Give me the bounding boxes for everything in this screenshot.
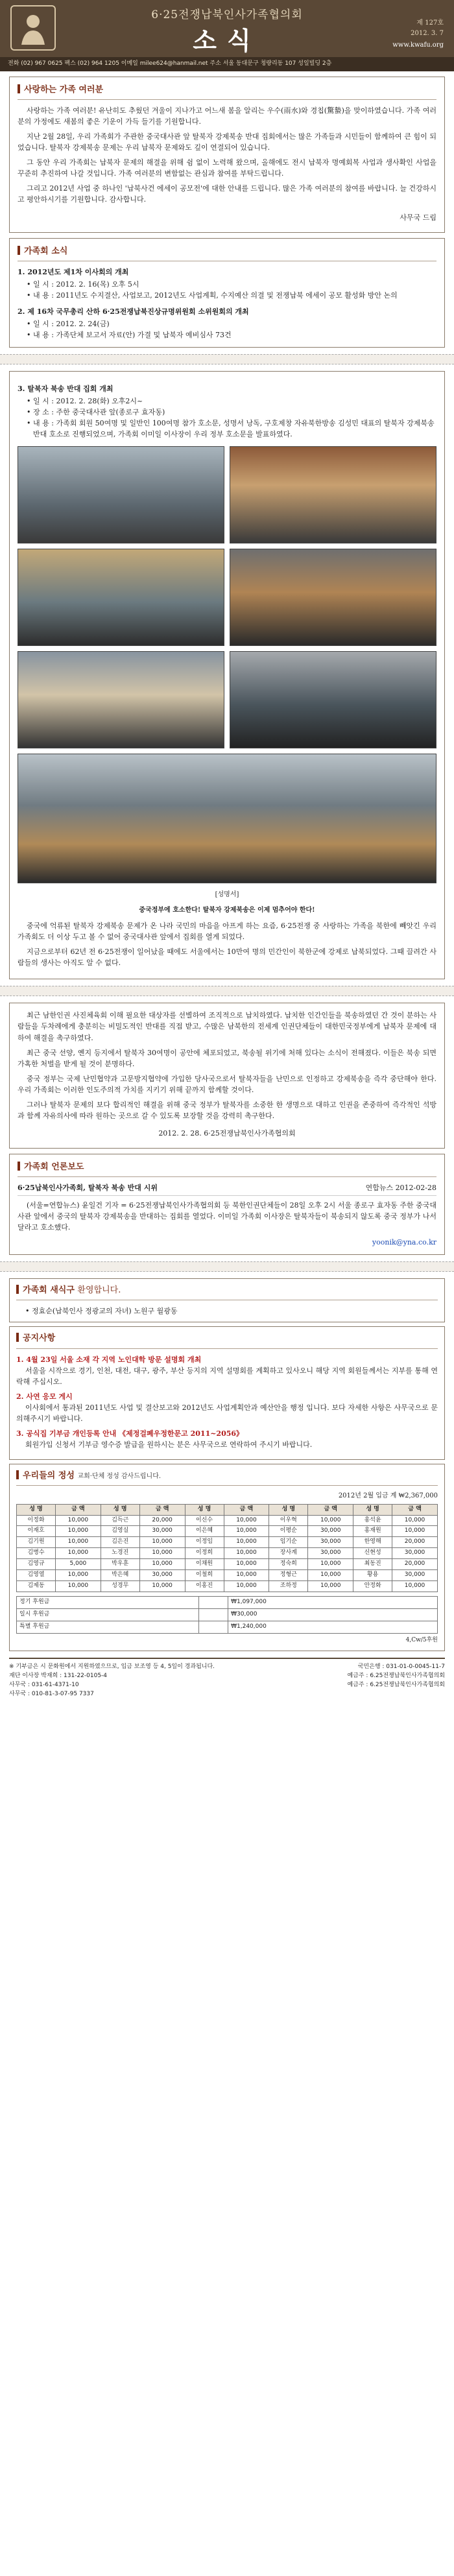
table-header: 금 액: [308, 1504, 353, 1515]
table-cell: 이정임: [185, 1537, 224, 1548]
table-row: [17, 1570, 438, 1581]
table-header: 성 명: [101, 1504, 139, 1515]
table-cell: 이홍진: [185, 1581, 224, 1592]
rally-photo: [230, 651, 436, 748]
table-cell: 이은혜: [185, 1526, 224, 1537]
table-cell: 이재호: [17, 1526, 56, 1537]
table-cell: 10,000: [308, 1515, 353, 1526]
rally-photo: [18, 651, 224, 748]
table-row: [17, 1559, 438, 1570]
section-donations: [9, 1464, 445, 1651]
table-cell: 이우혁: [269, 1515, 308, 1526]
table-cell: 이정화: [17, 1515, 56, 1526]
table-cell: 이채원: [185, 1559, 224, 1570]
article-title: 6·25납북인사가족회, 탈북자 북송 반대 시위: [18, 1184, 158, 1193]
table-cell: 10,000: [224, 1581, 269, 1592]
website[interactable]: www.kwafu.org: [392, 42, 444, 49]
table-header: 성 명: [269, 1504, 308, 1515]
summary-row: [17, 1609, 438, 1621]
table-cell: 10,000: [55, 1548, 101, 1559]
table-header: 금 액: [55, 1504, 101, 1515]
issue-date: 2012. 3. 7: [411, 29, 444, 37]
table-cell: 10,000: [55, 1526, 101, 1537]
table-cell: 김득근: [101, 1515, 139, 1526]
table-cell: 김영열: [17, 1570, 56, 1581]
table-cell: 30,000: [308, 1537, 353, 1548]
summary-cell: ₩1,097,000: [228, 1597, 438, 1609]
footer-line: 사무국 : 031-61-4371-10: [9, 1681, 79, 1688]
section-notices: [9, 1326, 445, 1460]
section-rally: [9, 371, 445, 979]
paragraph: 지난 2월 28일, 우리 가족회가 주관한 중국대사관 앞 탈북자 강제북송 반대 집회에서는 많은 가족들과 시민들이 함께하여 큰 힘이 되었습니다. 탈북자 강제북송 문제는 우리 납북자 문제와도 깊이 연결되어 있습니다.: [18, 132, 436, 152]
contact-bar: 전화 (02) 967 0625 팩스 (02) 964 1205 이메일 milee624@hanmail.net 주소 서울 동대문구 청량리동 107 성일빌딩 2층: [0, 57, 454, 71]
table-row: [17, 1548, 438, 1559]
notice-item: 1. 4월 23일 서울 소재 각 지역 노인대학 방문 설명회 개최 서울을 시작으로 경기, 인천, 대전, 대구, 광주, 부산 등지의 지역 설명회를 계획하고 있사오니 해당 지역 회원들께서는 지부를 통해 연락해 주십시오.: [16, 1355, 438, 1386]
table-cell: 김제동: [17, 1581, 56, 1592]
table-cell: 이평순: [269, 1526, 308, 1537]
table-cell: 박우훈: [101, 1559, 139, 1570]
table-row: [17, 1537, 438, 1548]
table-cell: 30,000: [139, 1526, 185, 1537]
table-cell: 10,000: [392, 1515, 438, 1526]
signature: 2012. 2. 28. 6·25전쟁납북인사가족협의회: [158, 1128, 296, 1138]
table-cell: 20,000: [392, 1559, 438, 1570]
table-cell: 10,000: [392, 1526, 438, 1537]
section-title: 공지사항: [16, 1332, 438, 1348]
table-cell: 10,000: [139, 1537, 185, 1548]
paragraph: 사랑하는 가족 여러분! 유난히도 추웠던 겨울이 지나가고 어느새 봄을 알리는 우수(雨水)와 경칩(驚蟄)을 맞이하였습니다. 가족 여러분의 가정에도 새봄의 좋은 기운이 가득 들기를 기원합니다.: [18, 106, 436, 126]
table-cell: 김병수: [17, 1548, 56, 1559]
signature: 사무국 드림: [400, 213, 436, 222]
rally-photo: [18, 549, 224, 646]
newsletter-title: 소식: [193, 26, 261, 55]
table-cell: 10,000: [308, 1559, 353, 1570]
table-cell: 10,000: [55, 1515, 101, 1526]
table-cell: 장사계: [269, 1548, 308, 1559]
footer-line: 사무국 : 010-81-3-07-95 7337: [9, 1690, 94, 1697]
table-cell: 30,000: [139, 1570, 185, 1581]
section-greeting: [9, 77, 445, 233]
table-header: 성 명: [185, 1504, 224, 1515]
section-title: 우리들의 정성 교회·단체 정성 감사드립니다.: [16, 1470, 438, 1486]
paragraph: 최근 남한인권 사진체육회 이해 필요한 대상자를 선별하여 조직적으로 납치하였다. 납치한 인간인들을 북송하였던 간 것이 분하는 사람들을 두차례에게 충분히는 비밀도적인 반대를 직접 받고, 수많은 남북한의 전세계 인권단체들이 대한민국정부에게 납북자 문제에 대하여 해결을 촉구하였다.: [18, 1011, 436, 1042]
table-cell: 10,000: [55, 1570, 101, 1581]
table-cell: 황용: [353, 1570, 392, 1581]
footer-right: [347, 1663, 445, 1699]
table-cell: 10,000: [224, 1526, 269, 1537]
summary-cell: 정기 후원금: [17, 1597, 199, 1609]
table-header: 금 액: [224, 1504, 269, 1515]
article-body: (서울=연합뉴스) 윤일건 기자 = 6·25전쟁납북인사가족협의회 등 북한인권단체들이 28일 오후 2시 서울 종로구 효자동 주한 중국대사관 앞에서 중국의 탈북자 강제북송을 반대하는 집회를 열었다. 이미일 가족회 이사장은 탈북자들이 북송되지 않도록 중국 정부가 나서 달라고 호소했다.: [18, 1201, 436, 1232]
table-cell: 홍석윤: [353, 1515, 392, 1526]
section-press: [9, 1154, 445, 1255]
newsletter-header: [0, 0, 454, 71]
table-cell: 10,000: [308, 1581, 353, 1592]
table-cell: 김영실: [101, 1526, 139, 1537]
table-cell: 정숙희: [269, 1559, 308, 1570]
page-divider: [0, 986, 454, 996]
section-title: 가족회 언론보도: [18, 1161, 436, 1177]
table-cell: 노경진: [101, 1548, 139, 1559]
paragraph: 그 동안 우리 가족회는 납북자 문제의 해결을 위해 쉼 없이 노력해 왔으며, 올해에도 전시 납북자 명예회복 사업과 생사확인 사업을 꾸준히 추진하여 나갈 것입니다. 가족 여러분의 변함없는 관심과 참여를 부탁드립니다.: [18, 158, 436, 178]
footer-line: 예금주 : 6.25전쟁납북인사가족협의회: [347, 1681, 445, 1688]
table-cell: 10,000: [224, 1515, 269, 1526]
table-cell: 박은혜: [101, 1570, 139, 1581]
footer-left: [9, 1663, 215, 1699]
table-cell: 10,000: [224, 1548, 269, 1559]
paragraph: 그러나 탈북자 문제의 보다 합리적인 해결을 위해 중국 정부가 탈북자를 소중한 한 생명으로 대하고 인권을 존중하여 즉각적인 석방과 함께 자유의사에 따라 원하는 곳으로 갈 수 있도록 보장할 것을 강력히 촉구한다.: [18, 1100, 436, 1120]
summary-cell: 일시 후원금: [17, 1609, 199, 1621]
summary-cell: [198, 1609, 228, 1621]
donation-total: 2012년 2월 입금 계 ₩2,367,000: [338, 1492, 438, 1500]
table-cell: 이정희: [185, 1548, 224, 1559]
news-item: 2. 제 16차 국무총리 산하 6·25전쟁납북진상규명위원회 소위원회의 개최 • 일 시 : 2012. 2. 24(금) • 내 용 : 가족단체 보고서 자료(안) 가결 및 납북자 예비심사 73건: [18, 306, 436, 340]
table-row: [17, 1515, 438, 1526]
org-name: 6·25전쟁납북인사가족협의회: [151, 8, 303, 21]
summary-row: [17, 1597, 438, 1609]
summary-cell: ₩30,000: [228, 1609, 438, 1621]
table-cell: 10,000: [392, 1581, 438, 1592]
rally-photo: [18, 446, 224, 543]
footer-line: 예금주 : 6.25전쟁납북인사가족협의회: [347, 1672, 445, 1679]
notice-item: 2. 사연 응모 게시 이사회에서 통과된 2011년도 사업 및 결산보고와 2012년도 사업계획안과 예산안을 행정 입니다. 보다 자세한 사항은 사무국으로 문의해주시기 바랍니다.: [16, 1392, 438, 1423]
section-title: 가족회 새식구 환영합니다.: [16, 1284, 438, 1300]
table-cell: 김영규: [17, 1559, 56, 1570]
footer-line: 국민은행 : 031-01-0-0045-11-7: [357, 1663, 445, 1670]
table-cell: 김기원: [17, 1537, 56, 1548]
page-divider: [0, 1261, 454, 1272]
table-cell: 임기순: [269, 1537, 308, 1548]
table-cell: 안정화: [353, 1581, 392, 1592]
table-cell: 30,000: [392, 1548, 438, 1559]
section-family-news: [9, 238, 445, 348]
section-welcome: 가족회 새식구 환영합니다. • 정효순(납북인사 정광교의 자녀) 노원구 월광동: [9, 1278, 445, 1322]
paragraph: 중국 정부는 국제 난민협약과 고문방지협약에 가입한 당사국으로서 탈북자들을 난민으로 인정하고 강제북송을 즉각 중단해야 한다. 우리 가족회는 이러한 인도주의적 가치를 지키기 위해 끝까지 함께할 것이다.: [18, 1074, 436, 1094]
table-cell: 20,000: [139, 1515, 185, 1526]
table-cell: 30,000: [392, 1570, 438, 1581]
table-cell: 한영해: [353, 1537, 392, 1548]
table-cell: 이철희: [185, 1570, 224, 1581]
rally-photo: [230, 446, 436, 543]
table-cell: 10,000: [308, 1570, 353, 1581]
table-header: 성 명: [353, 1504, 392, 1515]
table-cell: 10,000: [55, 1537, 101, 1548]
section-title: 가족회 소식: [18, 245, 436, 261]
table-row: [17, 1581, 438, 1592]
table-cell: 정형근: [269, 1570, 308, 1581]
table-cell: 조하정: [269, 1581, 308, 1592]
article-link[interactable]: yoonik@yna.co.kr: [372, 1238, 436, 1247]
table-cell: 홍재원: [353, 1526, 392, 1537]
table-header: 금 액: [392, 1504, 438, 1515]
donation-summary: [16, 1596, 438, 1634]
photo-note: 중국정부에 호소한다! 탈북자 강제북송은 이제 멈추어야 한다!: [139, 906, 315, 914]
page-divider: [0, 354, 454, 364]
rally-photo: [230, 549, 436, 646]
table-cell: 30,000: [308, 1526, 353, 1537]
table-cell: 5,000: [55, 1559, 101, 1570]
news-item: 3. 탈북자 북송 반대 집회 개최 • 일 시 : 2012. 2. 28(화) 오후2시~ • 장 소 : 주한 중국대사관 앞(종로구 효자동) • 내 용 : 가족회 회원 50여명 및 일반인 100여명 참가 호소문, 성명서 낭독, 구호제창 자유북한방송 김성민 대표의 탈북자 강제북송 반대 호소로 진행되었으며, 가족회 이미일 이사장이 우리 정부 호소문을 발표하였다.: [18, 383, 436, 440]
footer: [9, 1658, 445, 1699]
table-cell: 10,000: [55, 1581, 101, 1592]
table-cell: 10,000: [224, 1537, 269, 1548]
table-cell: 10,000: [224, 1570, 269, 1581]
section-title: 사랑하는 가족 여러분: [18, 84, 436, 100]
paragraph: 중국에 억류된 탈북자 강제북송 문제가 온 나라 국민의 마음을 아프게 하는 요즘, 6·25전쟁 중 사랑하는 가족을 북한에 빼앗긴 우리 가족회도 더 이상 두고 볼 수 없어 중국대사관 앞에서 집회를 열게 되었다.: [18, 922, 436, 942]
photo-caption: [성명서]: [215, 891, 239, 899]
summary-cell: 특별 후원금: [17, 1621, 199, 1633]
summary-note: 4,Cw/5후원: [405, 1636, 438, 1643]
summary-cell: ₩1,240,000: [228, 1621, 438, 1633]
table-header: 금 액: [139, 1504, 185, 1515]
table-header: 성 명: [17, 1504, 56, 1515]
paragraph: 그리고 2012년 사업 중 하나인 '납북사건 에세이 공모전'에 대한 안내를 드립니다. 많은 가족 여러분의 참여를 바랍니다. 늘 건강하시고 평안하시기를 기원합니다. 감사합니다.: [18, 184, 436, 204]
section-statement: [9, 1003, 445, 1148]
footer-line: ※ 기부금은 시 문화원에서 지원하였으므로, 입금 보조영 등 4, 5일이 경과됩니다.: [9, 1663, 215, 1670]
paragraph: 지금으로부터 62년 전 6·25전쟁이 일어났을 때에도 서울에서는 10만여 명의 민간인이 북한군에 강제로 납북되었다. 그때 끌려간 사람들의 생사는 아직도 알 수 없다.: [18, 948, 436, 968]
table-row: [17, 1526, 438, 1537]
table-cell: 김은진: [101, 1537, 139, 1548]
table-cell: 최동진: [353, 1559, 392, 1570]
paragraph: 최근 중국 선양, 옌지 등지에서 탈북자 30여명이 공안에 체포되었고, 북송될 위기에 처해 있다는 소식이 전해졌다. 이들은 북송 되면 가혹한 처벌을 받게 될 것이 분명하다.: [18, 1048, 436, 1068]
table-cell: 10,000: [139, 1581, 185, 1592]
table-cell: 성경무: [101, 1581, 139, 1592]
summary-cell: [198, 1597, 228, 1609]
table-cell: 10,000: [224, 1559, 269, 1570]
article-header: [18, 1182, 436, 1196]
table-cell: 30,000: [308, 1548, 353, 1559]
table-cell: 10,000: [139, 1548, 185, 1559]
summary-row: [17, 1621, 438, 1633]
table-cell: 이신수: [185, 1515, 224, 1526]
donation-table: [16, 1504, 438, 1593]
photo-gallery: [18, 446, 436, 883]
summary-cell: [198, 1621, 228, 1633]
notice-item: 3. 공식집 기부금 개인등록 안내 《제정걸폐우정한문고 2011~2056》 회원가입 신청서 기부금 영수증 발급을 원하시는 분은 사무국으로 연락하여 주시기 바랍니다.: [16, 1429, 313, 1449]
article-source: 연합뉴스 2012-02-28: [365, 1184, 436, 1193]
table-cell: 10,000: [139, 1559, 185, 1570]
issue-info: [411, 18, 444, 38]
footer-line: 재단 이사장 박재희 : 131-22-0105-4: [9, 1672, 108, 1679]
rally-photo: [18, 754, 436, 883]
issue-number: 제 127호: [416, 19, 444, 27]
table-cell: 20,000: [392, 1537, 438, 1548]
news-item: 1. 2012년도 제1차 이사회의 개최 • 일 시 : 2012. 2. 16(목) 오후 5시 • 내 용 : 2011년도 수지결산, 사업보고, 2012년도 사업계획, 수지예산 의결 및 전쟁납북 에세이 공모 활성화 방안 논의: [18, 267, 436, 301]
table-cell: 신현성: [353, 1548, 392, 1559]
